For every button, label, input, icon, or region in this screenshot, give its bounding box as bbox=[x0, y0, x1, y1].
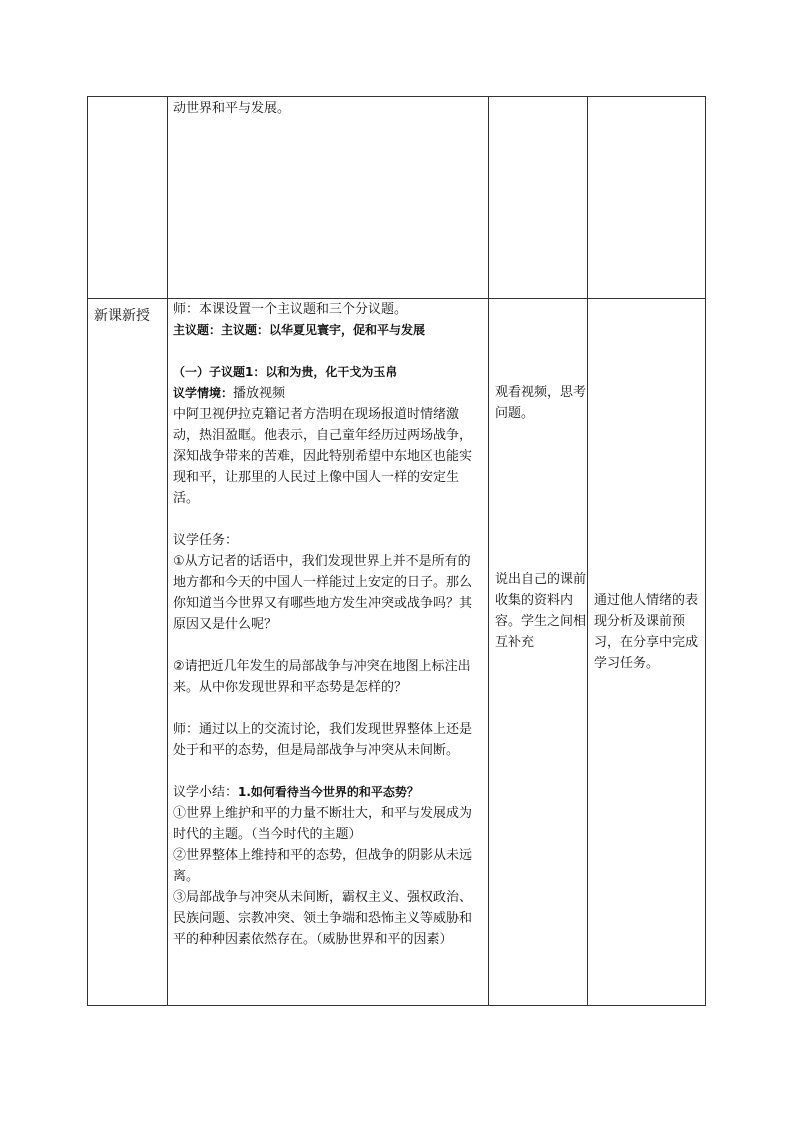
summary-point-2: ②世界整体上维持和平的态势，但战争的阴影从未远离。 bbox=[173, 848, 473, 884]
summary-question: 1.如何看待当今世界的和平态势？ bbox=[238, 785, 419, 799]
design-intent-cell bbox=[594, 590, 700, 674]
table-divider-col1 bbox=[167, 96, 168, 1006]
situation-line bbox=[173, 383, 478, 404]
section-label: 新课新授 bbox=[94, 308, 150, 324]
row1-content-text: 动世界和平与发展。 bbox=[173, 101, 291, 116]
summary-line bbox=[173, 782, 478, 803]
teacher-summary: 师：通过以上的交流讨论，我们发现世界整体上还是处于和平的态势，但是局部战争与冲突从未间断。 bbox=[173, 722, 473, 758]
row1-content-cell bbox=[173, 98, 478, 119]
situation-text: 中阿卫视伊拉克籍记者方浩明在现场报道时情绪激动，热泪盈眶。他表示，自己童年经历过两场战争，深知战争带来的苦难，因此特别希望中东地区也能实现和平，让那里的人民过上像中国人一样的安定生活。 bbox=[173, 407, 473, 506]
main-topic: 主议题：主议题：以华夏见寰宇，促和平与发展 bbox=[173, 323, 426, 337]
student-activity-1: 观看视频，思考问题。 bbox=[495, 385, 587, 421]
table-border-right bbox=[705, 96, 706, 1006]
teaching-content-cell bbox=[173, 299, 478, 950]
section-label-cell bbox=[94, 306, 164, 327]
summary-label: 议学小结： bbox=[173, 785, 239, 800]
sub-topic-1: （一）子议题1：以和为贵，化干戈为玉帛 bbox=[173, 365, 398, 379]
summary-point-3: ③局部战争与冲突从未间断，霸权主义、强权政治、民族问题、宗教冲突、领土争端和恐怖主义等威胁和平的种种因素依然存在。（威胁世界和平的因素） bbox=[173, 890, 473, 947]
task-label: 议学任务： bbox=[173, 533, 239, 548]
student-activity-2-cell bbox=[495, 569, 587, 653]
student-activity-2: 说出自己的课前收集的资料内容。学生之间相互补充 bbox=[495, 572, 587, 650]
table-divider-col3 bbox=[587, 96, 588, 1006]
table-border-left bbox=[87, 96, 88, 1006]
table-border-bottom bbox=[87, 1005, 706, 1006]
teacher-intro: 师：本课设置一个主议题和三个分议题。 bbox=[173, 302, 408, 317]
table-border-top bbox=[87, 96, 706, 97]
situation-label: 议学情境： bbox=[173, 386, 234, 400]
task-1: ①从方记者的话语中，我们发现世界上并不是所有的地方都和今天的中国人一样能过上安定的日子。那么你知道当今世界又有哪些地方发生冲突或战争吗？其原因又是什么呢？ bbox=[173, 554, 473, 632]
task-2: ②请把近几年发生的局部战争与冲突在地图上标注出来。从中你发现世界和平态势是怎样的？ bbox=[173, 659, 471, 695]
design-intent: 通过他人情绪的表现分析及课前预习，在分享中完成学习任务。 bbox=[594, 593, 699, 671]
situation-value: 播放视频 bbox=[233, 386, 286, 401]
student-activity-1-cell bbox=[495, 382, 587, 424]
summary-point-1: ①世界上维护和平的力量不断壮大，和平与发展成为时代的主题。（当今时代的主题） bbox=[173, 806, 473, 842]
table-divider-col2 bbox=[488, 96, 489, 1006]
lesson-plan-table bbox=[87, 96, 706, 1006]
